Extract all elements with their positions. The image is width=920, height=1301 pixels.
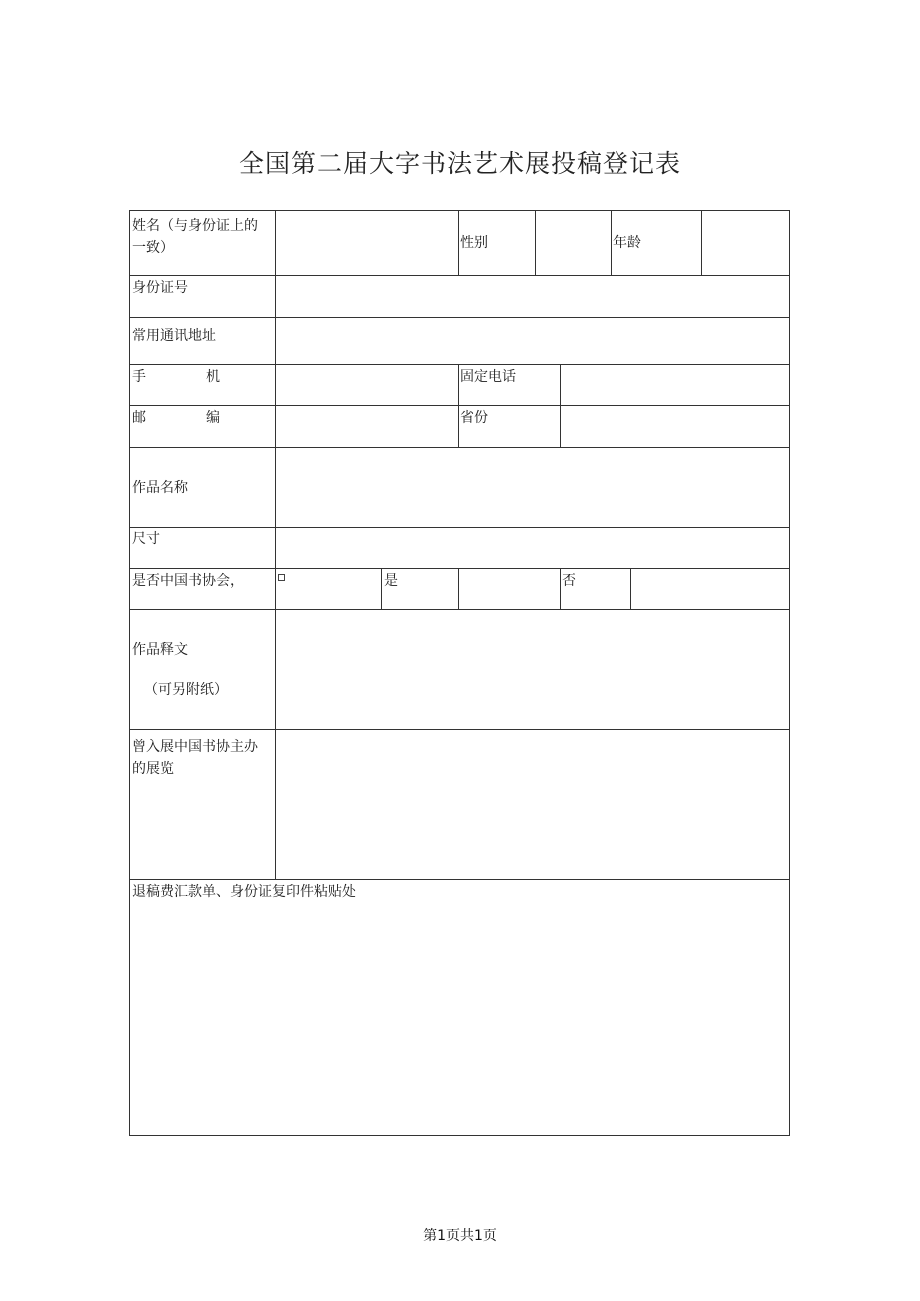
exhibited-label-line2: 的展览 — [132, 761, 174, 777]
address-field[interactable] — [276, 318, 788, 363]
age-field[interactable] — [702, 212, 788, 274]
work-text-label: 作品释文 — [132, 642, 188, 658]
no-label: 否 — [562, 573, 576, 589]
page-footer: 第1页共1页 — [423, 1228, 497, 1244]
size-label: 尺寸 — [132, 531, 160, 547]
row-divider — [130, 879, 789, 880]
id-number-field[interactable] — [276, 276, 788, 316]
postcode-label-char: 编 — [206, 410, 220, 426]
postcode-label — [132, 407, 220, 429]
work-title-label: 作品名称 — [132, 480, 188, 496]
no-field[interactable] — [631, 569, 788, 608]
mobile-field[interactable] — [276, 365, 457, 404]
size-field[interactable] — [276, 528, 788, 567]
name-label-line2: 一致） — [132, 240, 174, 256]
work-text-note: （可另附纸） — [144, 682, 228, 698]
gender-field[interactable] — [536, 212, 610, 274]
form-title: 全国第二届大字书法艺术展投稿登记表 — [238, 149, 681, 178]
exhibited-label — [132, 736, 258, 780]
postcode-field[interactable] — [276, 406, 457, 446]
postcode-label-char: 邮 — [132, 410, 146, 426]
column-divider — [381, 568, 382, 609]
name-field[interactable] — [276, 212, 457, 274]
exhibited-label-line1: 曾入展中国书协主办 — [132, 739, 258, 755]
province-label: 省份 — [460, 410, 488, 426]
work-title-field[interactable] — [276, 448, 788, 526]
name-label — [132, 215, 258, 259]
mobile-label-char: 手 — [132, 369, 146, 385]
address-label: 常用通讯地址 — [132, 328, 216, 344]
registration-form — [129, 210, 790, 1136]
yes-label: 是 — [384, 573, 398, 589]
province-field[interactable] — [561, 406, 788, 446]
landline-label: 固定电话 — [460, 369, 516, 385]
landline-field[interactable] — [561, 365, 788, 404]
member-checkbox[interactable] — [278, 574, 285, 581]
column-divider — [560, 568, 561, 609]
age-label: 年龄 — [613, 235, 641, 251]
column-divider — [458, 211, 459, 275]
mobile-label — [132, 366, 220, 388]
id-number-label: 身份证号 — [132, 280, 188, 296]
column-divider — [611, 211, 612, 275]
name-label-line1: 姓名（与身份证上的 — [132, 218, 258, 234]
column-divider — [458, 364, 459, 447]
attachment-label: 退稿费汇款单、身份证复印件粘贴处 — [132, 884, 356, 900]
exhibited-field[interactable] — [276, 730, 788, 878]
mobile-label-char: 机 — [206, 369, 220, 385]
member-label: 是否中国书协会， — [132, 573, 244, 589]
attachment-area[interactable] — [131, 906, 788, 1134]
work-text-field[interactable] — [276, 610, 788, 728]
yes-field[interactable] — [459, 569, 559, 608]
gender-label: 性别 — [460, 235, 488, 251]
